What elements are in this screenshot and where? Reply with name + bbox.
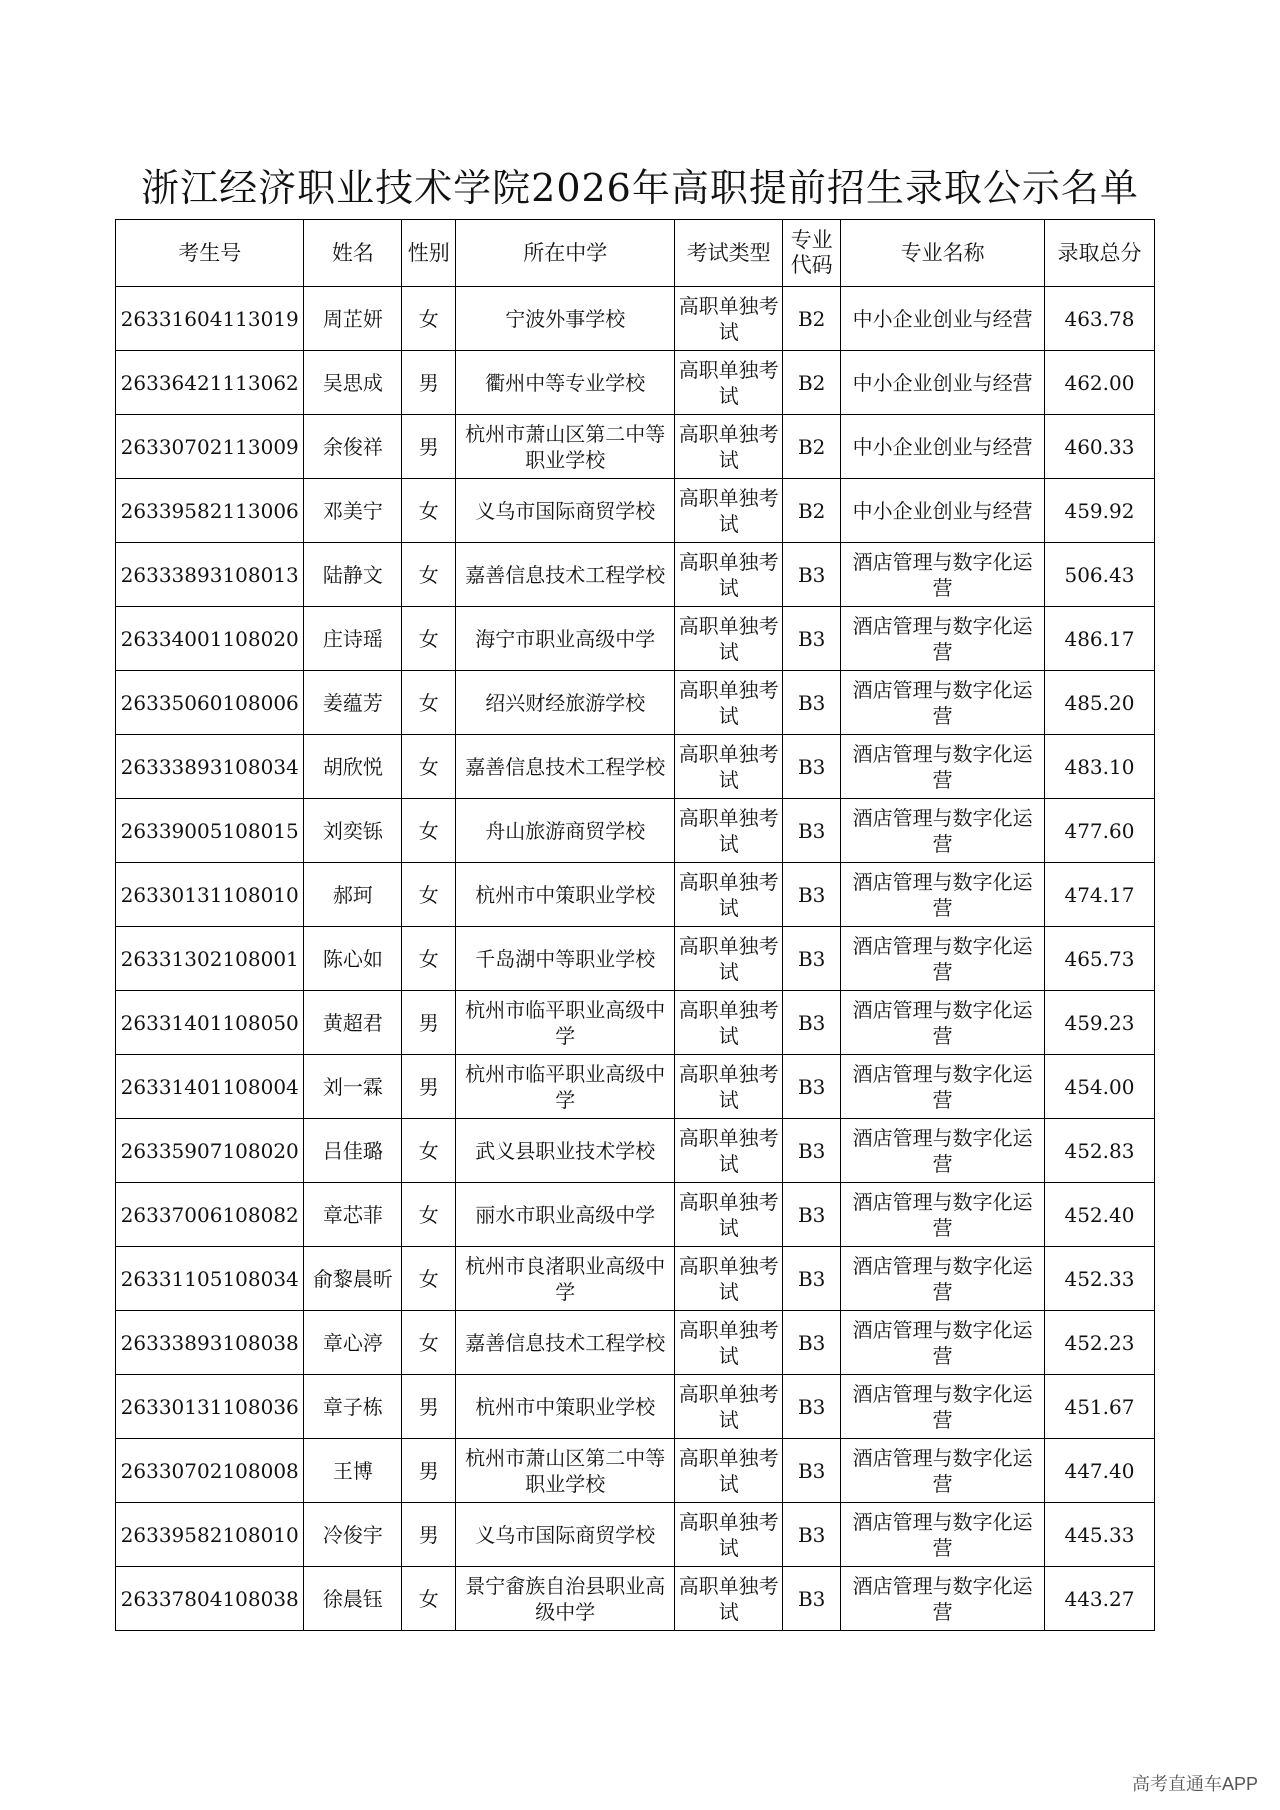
table-row [116,1119,1155,1183]
cell-id: 26337006108082 [116,1183,304,1247]
cell-exam-type: 高职单独考试 [675,351,783,415]
cell-id: 26339005108015 [116,799,304,863]
cell-exam-type: 高职单独考试 [675,1375,783,1439]
cell-school: 杭州市临平职业高级中学 [456,1055,675,1119]
cell-major-name: 酒店管理与数字化运营 [841,1503,1045,1567]
cell-exam-type: 高职单独考试 [675,671,783,735]
cell-exam-type: 高职单独考试 [675,863,783,927]
table-row [116,735,1155,799]
cell-score: 462.00 [1044,351,1154,415]
cell-gender: 女 [402,1247,456,1311]
cell-gender: 女 [402,1119,456,1183]
cell-gender: 男 [402,1439,456,1503]
cell-gender: 女 [402,543,456,607]
cell-school: 宁波外事学校 [456,287,675,351]
cell-name: 王博 [304,1439,402,1503]
cell-major-name: 酒店管理与数字化运营 [841,927,1045,991]
table-row [116,351,1155,415]
cell-name: 庄诗瑶 [304,607,402,671]
cell-school: 舟山旅游商贸学校 [456,799,675,863]
cell-exam-type: 高职单独考试 [675,479,783,543]
cell-gender: 男 [402,991,456,1055]
cell-major-name: 酒店管理与数字化运营 [841,1375,1045,1439]
cell-id: 26333893108038 [116,1311,304,1375]
cell-major-code: B3 [783,1311,841,1375]
cell-major-code: B3 [783,1183,841,1247]
table-row [116,1439,1155,1503]
cell-school: 海宁市职业高级中学 [456,607,675,671]
cell-gender: 女 [402,287,456,351]
cell-major-code: B2 [783,479,841,543]
cell-major-name: 中小企业创业与经营 [841,351,1045,415]
cell-id: 26331105108034 [116,1247,304,1311]
watermark-text: 高考直通车APP [1131,1774,1258,1794]
table-row [116,479,1155,543]
cell-score: 460.33 [1044,415,1154,479]
table-row [116,927,1155,991]
cell-score: 452.40 [1044,1183,1154,1247]
cell-score: 486.17 [1044,607,1154,671]
cell-name: 章心渟 [304,1311,402,1375]
cell-gender: 女 [402,1311,456,1375]
cell-school: 景宁畲族自治县职业高级中学 [456,1567,675,1631]
cell-major-name: 酒店管理与数字化运营 [841,735,1045,799]
cell-school: 杭州市良渚职业高级中学 [456,1247,675,1311]
header-name: 姓名 [304,220,402,287]
cell-name: 章子栋 [304,1375,402,1439]
cell-major-code: B2 [783,351,841,415]
cell-name: 吴思成 [304,351,402,415]
cell-gender: 女 [402,1567,456,1631]
cell-exam-type: 高职单独考试 [675,735,783,799]
cell-exam-type: 高职单独考试 [675,1055,783,1119]
header-major-name: 专业名称 [841,220,1045,287]
cell-exam-type: 高职单独考试 [675,927,783,991]
cell-major-name: 酒店管理与数字化运营 [841,991,1045,1055]
cell-name: 余俊祥 [304,415,402,479]
cell-name: 陆静文 [304,543,402,607]
cell-name: 黄超君 [304,991,402,1055]
cell-id: 26331604113019 [116,287,304,351]
cell-exam-type: 高职单独考试 [675,1439,783,1503]
table-row [116,1247,1155,1311]
cell-major-code: B3 [783,543,841,607]
cell-exam-type: 高职单独考试 [675,1503,783,1567]
cell-score: 452.83 [1044,1119,1154,1183]
cell-score: 445.33 [1044,1503,1154,1567]
cell-score: 454.00 [1044,1055,1154,1119]
cell-name: 胡欣悦 [304,735,402,799]
cell-id: 26335907108020 [116,1119,304,1183]
table-row [116,287,1155,351]
cell-score: 474.17 [1044,863,1154,927]
cell-score: 452.23 [1044,1311,1154,1375]
cell-gender: 男 [402,1055,456,1119]
cell-major-name: 酒店管理与数字化运营 [841,1247,1045,1311]
cell-id: 26330131108010 [116,863,304,927]
header-id: 考生号 [116,220,304,287]
cell-id: 26331401108050 [116,991,304,1055]
cell-school: 杭州市中策职业学校 [456,1375,675,1439]
cell-major-code: B3 [783,927,841,991]
cell-school: 杭州市中策职业学校 [456,863,675,927]
table-row [116,1183,1155,1247]
cell-major-name: 酒店管理与数字化运营 [841,1567,1045,1631]
cell-name: 冷俊宇 [304,1503,402,1567]
cell-score: 477.60 [1044,799,1154,863]
cell-major-code: B3 [783,1439,841,1503]
cell-id: 26330131108036 [116,1375,304,1439]
cell-exam-type: 高职单独考试 [675,543,783,607]
cell-school: 嘉善信息技术工程学校 [456,543,675,607]
header-major-code: 专业代码 [783,220,841,287]
cell-exam-type: 高职单独考试 [675,1311,783,1375]
cell-gender: 男 [402,1503,456,1567]
cell-school: 杭州市萧山区第二中等职业学校 [456,415,675,479]
cell-gender: 女 [402,671,456,735]
cell-major-code: B2 [783,415,841,479]
cell-major-name: 酒店管理与数字化运营 [841,1055,1045,1119]
cell-gender: 女 [402,735,456,799]
cell-school: 衢州中等专业学校 [456,351,675,415]
header-exam-type: 考试类型 [675,220,783,287]
cell-id: 26330702113009 [116,415,304,479]
cell-score: 483.10 [1044,735,1154,799]
page-title: 浙江经济职业技术学院2026年高职提前招生录取公示名单 [141,166,1139,210]
cell-name: 刘一霖 [304,1055,402,1119]
cell-major-code: B3 [783,735,841,799]
cell-major-code: B3 [783,1055,841,1119]
cell-gender: 女 [402,607,456,671]
cell-score: 447.40 [1044,1439,1154,1503]
table-row [116,1503,1155,1567]
cell-major-code: B3 [783,799,841,863]
cell-major-name: 酒店管理与数字化运营 [841,1439,1045,1503]
cell-major-name: 中小企业创业与经营 [841,479,1045,543]
cell-exam-type: 高职单独考试 [675,607,783,671]
cell-name: 周芷妍 [304,287,402,351]
cell-major-name: 酒店管理与数字化运营 [841,607,1045,671]
cell-major-name: 酒店管理与数字化运营 [841,863,1045,927]
header-gender: 性别 [402,220,456,287]
cell-name: 徐晨钰 [304,1567,402,1631]
cell-gender: 女 [402,863,456,927]
table-row [116,1375,1155,1439]
table-row [116,1311,1155,1375]
table-row [116,607,1155,671]
cell-score: 465.73 [1044,927,1154,991]
cell-major-name: 中小企业创业与经营 [841,287,1045,351]
cell-id: 26333893108034 [116,735,304,799]
cell-name: 陈心如 [304,927,402,991]
table-row [116,863,1155,927]
cell-name: 刘奕铄 [304,799,402,863]
cell-id: 26335060108006 [116,671,304,735]
cell-name: 姜蕴芳 [304,671,402,735]
cell-name: 章芯菲 [304,1183,402,1247]
cell-school: 义乌市国际商贸学校 [456,479,675,543]
cell-id: 26337804108038 [116,1567,304,1631]
header-score: 录取总分 [1044,220,1154,287]
cell-score: 459.23 [1044,991,1154,1055]
cell-id: 26334001108020 [116,607,304,671]
cell-major-code: B3 [783,671,841,735]
cell-major-name: 酒店管理与数字化运营 [841,1311,1045,1375]
cell-major-name: 酒店管理与数字化运营 [841,543,1045,607]
cell-gender: 男 [402,351,456,415]
cell-exam-type: 高职单独考试 [675,415,783,479]
cell-school: 丽水市职业高级中学 [456,1183,675,1247]
cell-major-code: B3 [783,1247,841,1311]
cell-score: 452.33 [1044,1247,1154,1311]
cell-name: 邓美宁 [304,479,402,543]
cell-school: 嘉善信息技术工程学校 [456,1311,675,1375]
cell-major-code: B3 [783,607,841,671]
cell-exam-type: 高职单独考试 [675,799,783,863]
cell-school: 嘉善信息技术工程学校 [456,735,675,799]
cell-exam-type: 高职单独考试 [675,1247,783,1311]
cell-id: 26339582108010 [116,1503,304,1567]
cell-gender: 女 [402,479,456,543]
cell-gender: 女 [402,799,456,863]
cell-exam-type: 高职单独考试 [675,991,783,1055]
table-row [116,1567,1155,1631]
table-row [116,991,1155,1055]
cell-exam-type: 高职单独考试 [675,1567,783,1631]
cell-major-code: B3 [783,1503,841,1567]
cell-school: 千岛湖中等职业学校 [456,927,675,991]
cell-school: 义乌市国际商贸学校 [456,1503,675,1567]
cell-gender: 男 [402,415,456,479]
cell-major-code: B3 [783,1567,841,1631]
cell-id: 26336421113062 [116,351,304,415]
cell-major-name: 中小企业创业与经营 [841,415,1045,479]
cell-school: 杭州市临平职业高级中学 [456,991,675,1055]
cell-exam-type: 高职单独考试 [675,1119,783,1183]
table-row [116,543,1155,607]
cell-id: 26333893108013 [116,543,304,607]
header-school: 所在中学 [456,220,675,287]
cell-score: 451.67 [1044,1375,1154,1439]
cell-major-code: B3 [783,1119,841,1183]
cell-major-name: 酒店管理与数字化运营 [841,671,1045,735]
cell-school: 杭州市萧山区第二中等职业学校 [456,1439,675,1503]
cell-name: 郝珂 [304,863,402,927]
table-row [116,671,1155,735]
cell-id: 26330702108008 [116,1439,304,1503]
table-row [116,799,1155,863]
cell-gender: 男 [402,1375,456,1439]
cell-major-code: B3 [783,991,841,1055]
cell-score: 463.78 [1044,287,1154,351]
cell-id: 26331401108004 [116,1055,304,1119]
cell-school: 绍兴财经旅游学校 [456,671,675,735]
cell-major-name: 酒店管理与数字化运营 [841,1119,1045,1183]
cell-major-name: 酒店管理与数字化运营 [841,1183,1045,1247]
cell-name: 俞黎晨昕 [304,1247,402,1311]
cell-gender: 女 [402,1183,456,1247]
cell-id: 26339582113006 [116,479,304,543]
cell-score: 443.27 [1044,1567,1154,1631]
table-row [116,1055,1155,1119]
cell-score: 459.92 [1044,479,1154,543]
cell-major-code: B2 [783,287,841,351]
cell-school: 武义县职业技术学校 [456,1119,675,1183]
cell-exam-type: 高职单独考试 [675,1183,783,1247]
cell-gender: 女 [402,927,456,991]
table-row [116,415,1155,479]
cell-major-code: B3 [783,863,841,927]
cell-exam-type: 高职单独考试 [675,287,783,351]
cell-score: 485.20 [1044,671,1154,735]
cell-major-name: 酒店管理与数字化运营 [841,799,1045,863]
cell-id: 26331302108001 [116,927,304,991]
table-header-row [116,220,1155,287]
cell-major-code: B3 [783,1375,841,1439]
admission-table [115,219,1155,1631]
cell-name: 吕佳璐 [304,1119,402,1183]
table-body [116,287,1155,1631]
cell-score: 506.43 [1044,543,1154,607]
